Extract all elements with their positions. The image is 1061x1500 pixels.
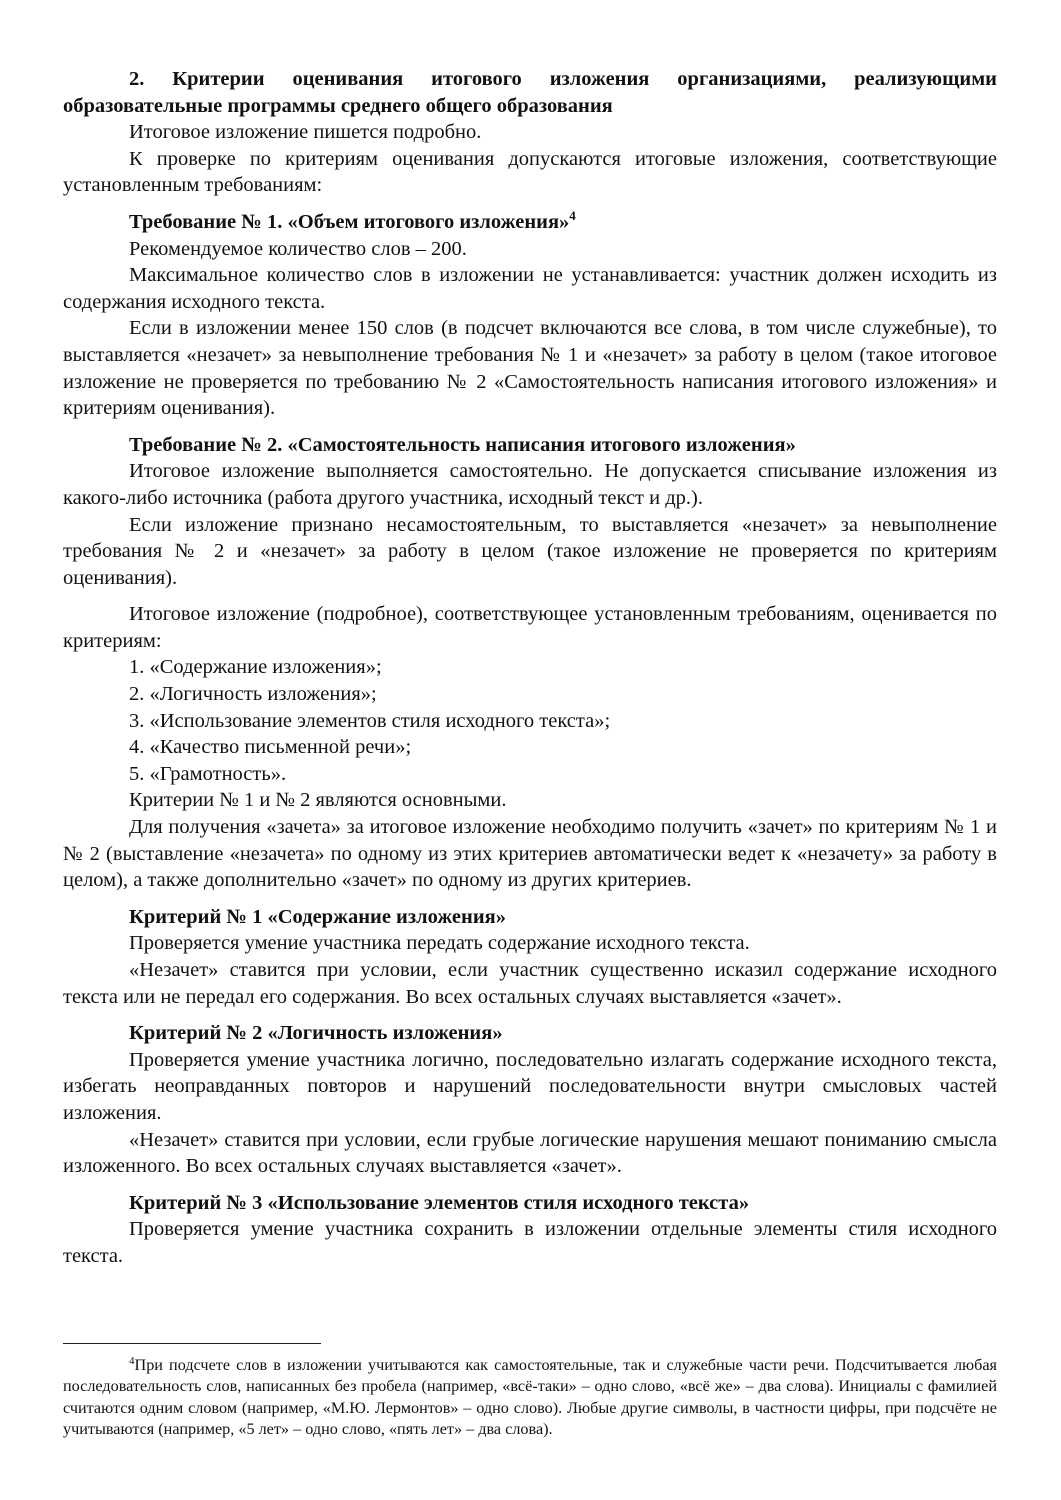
criterion-1-heading: Критерий № 1 «Содержание изложения» bbox=[129, 905, 506, 928]
footnote-marker: 4 bbox=[129, 1355, 135, 1367]
criteria-list-item: 1. «Содержание изложения»; bbox=[129, 656, 382, 679]
requirement-2-paragraph: Если изложение признано несамостоятельным, то выставляется «незачет» за невыполнение требования № 2 и «незачет» за работу в целом (такое изложение не проверяется по критериям оценивания). bbox=[63, 513, 997, 589]
criteria-list-item: 4. «Качество письменной речи»; bbox=[129, 736, 412, 759]
criteria-list-item: 3. «Использование элементов стиля исходного текста»; bbox=[129, 709, 611, 732]
criterion-2-paragraph: «Незачет» ставится при условии, если грубые логические нарушения мешают пониманию смысла изложенного. Во всех остальных случаях выставляется «зачет». bbox=[63, 1128, 997, 1178]
criterion-2-paragraph: Проверяется умение участника логично, последовательно излагать содержание исходного текста, избегать неоправданных повторов и нарушений последовательности внутри смысловых частей изложения. bbox=[63, 1048, 997, 1124]
requirement-2-heading: Требование № 2. «Самостоятельность написания итогового изложения» bbox=[129, 433, 796, 456]
document-page bbox=[63, 66, 997, 1270]
criterion-3-paragraph: Проверяется умение участника сохранить в изложении отдельные элементы стиля исходного текста. bbox=[63, 1218, 997, 1267]
footnote-reference[interactable]: 4 bbox=[569, 207, 576, 223]
requirement-2-paragraph: Итоговое изложение выполняется самостоятельно. Не допускается списывание изложения из какого-либо источника (работа другого участника, исходный текст и др.). bbox=[63, 460, 997, 509]
criteria-main-note: Критерии № 1 и № 2 являются основными. bbox=[129, 789, 507, 812]
requirement-1-paragraph: Максимальное количество слов в изложении не устанавливается: участник должен исходить из содержания исходного текста. bbox=[63, 264, 997, 313]
footnote-text: При подсчете слов в изложении учитываются как самостоятельные, так и служебные части речи. Подсчитывается любая последовательность слов, написанных без пробела (например, «всё-таки» – одно слово, «всё же» – два слова). Инициалы с фамилией считаются одним словом (например, «М.Ю. Лермонтов» – одно слово). Любые другие символы, в частности цифры, при подсчёте не учитываются (например, «5 лет» – одно слово, «пять лет» – два слова). bbox=[63, 1356, 997, 1439]
criteria-list-item: 5. «Грамотность». bbox=[129, 762, 287, 785]
criteria-pass-rule: Для получения «зачета» за итоговое изложение необходимо получить «зачет» по критериям № 1 и № 2 (выставление «незачета» по одному из этих критериев автоматически ведет к «незачету» за работу в целом), а также дополнительно «зачет» по одному из других критериев. bbox=[63, 816, 997, 892]
requirement-1-paragraph: Рекомендуемое количество слов – 200. bbox=[129, 237, 467, 260]
intro-paragraph: К проверке по критериям оценивания допускаются итоговые изложения, соответствующие установленным требованиям: bbox=[63, 147, 997, 197]
footnote-separator bbox=[63, 1343, 321, 1344]
requirement-1-paragraph: Если в изложении менее 150 слов (в подсчет включаются все слова, в том числе служебные), то выставляется «незачет» за невыполнение требования № 1 и «незачет» за работу в целом (такое итоговое изложение не проверяется по требованию № 2 «Самостоятельность написания итогового изложения» и критериям оценивания). bbox=[63, 317, 997, 420]
section-title: 2. Критерии оценивания итогового изложения организациями, реализующими образовательные программы среднего общего образования bbox=[63, 68, 997, 117]
intro-paragraph: Итоговое изложение пишется подробно. bbox=[129, 121, 482, 144]
criterion-2-heading: Критерий № 2 «Логичность изложения» bbox=[129, 1022, 503, 1045]
criterion-3-heading: Критерий № 3 «Использование элементов стиля исходного текста» bbox=[129, 1191, 750, 1214]
criterion-1-paragraph: Проверяется умение участника передать содержание исходного текста. bbox=[129, 932, 750, 955]
criteria-list-item: 2. «Логичность изложения»; bbox=[129, 683, 377, 706]
footnote bbox=[63, 1355, 997, 1441]
requirement-1-heading bbox=[63, 209, 997, 236]
criteria-intro: Итоговое изложение (подробное), соответствующее установленным требованиям, оценивается по критериям: bbox=[63, 603, 997, 652]
criterion-1-paragraph: «Незачет» ставится при условии, если участник существенно исказил содержание исходного текста или не передал его содержания. Во всех остальных случаях выставляется «зачет». bbox=[63, 959, 997, 1008]
requirement-1-heading-text: Требование № 1. «Объем итогового изложения» bbox=[129, 210, 570, 233]
